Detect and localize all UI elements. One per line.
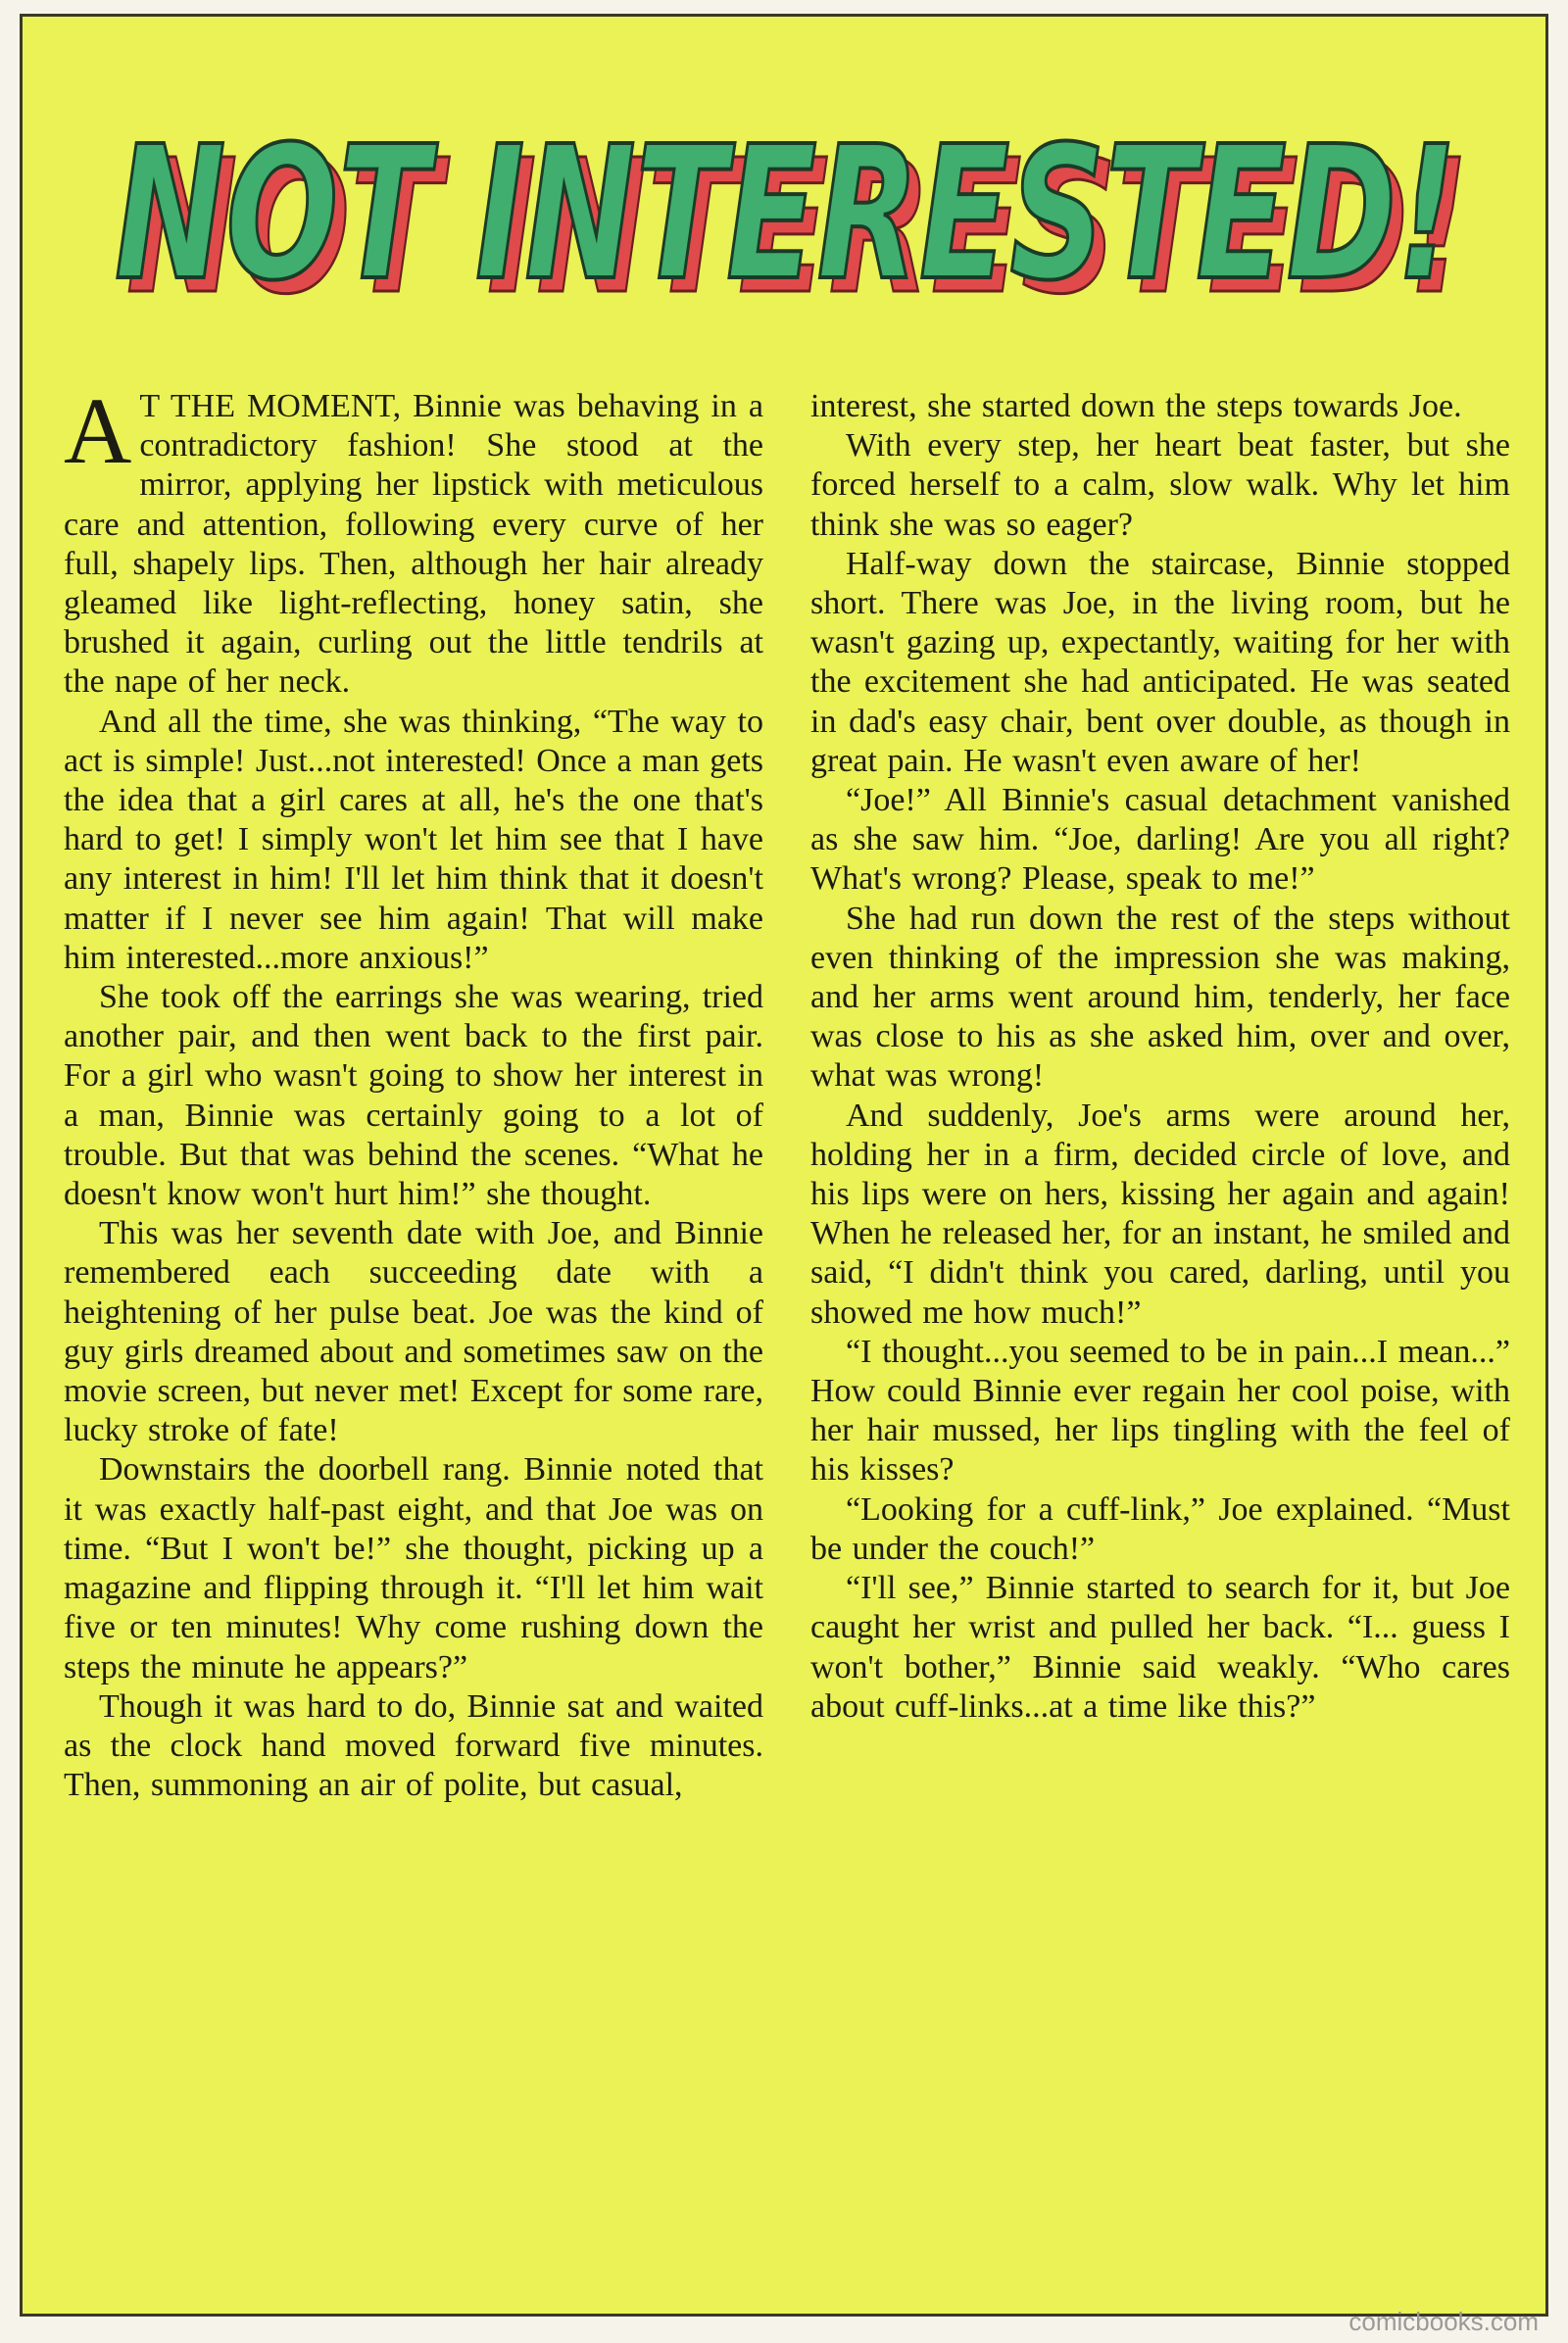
title-shadow: NOT INTERESTED!: [126, 121, 1469, 330]
left-column: [64, 378, 763, 2293]
story-body: [64, 378, 1510, 2293]
watermark: comicbooks.com: [1348, 2307, 1539, 2336]
drop-cap: A: [64, 378, 132, 483]
paragraph: interest, she started down the steps towards Joe.: [810, 388, 1462, 424]
title-lettering: [111, 95, 1483, 330]
paragraph: [64, 378, 763, 703]
paragraph: And all the time, she was thinking, “The way to act is simple! Just...not interested! Once a man gets the idea that a girl cares at all, he's the one that's hard to get! I simply won't let him see that I have any interest in him! I'll let him think that it doesn't matter if I never see him again! That will make him interested...more anxious!”: [64, 703, 763, 976]
paragraph: She had run down the rest of the steps without even thinking of the impression she was making, and her arms went around him, tenderly, her face was close to his as she asked him, over and over, what was wrong!: [810, 900, 1510, 1095]
paragraph: And suddenly, Joe's arms were around her, holding her in a firm, decided circle of love, and his lips were on hers, kissing her again and again! When he released her, for an instant, he smiled and said, “I didn't think you cared, darling, until you showed me how much!”: [810, 1097, 1510, 1331]
paragraph: “Looking for a cuff-link,” Joe explained. “Must be under the couch!”: [810, 1490, 1510, 1567]
paragraph: This was her seventh date with Joe, and Binnie remembered each succeeding date with a heightening of her pulse beat. Joe was the kind of guy girls dreamed about and sometimes saw on the movie screen, but never met! Except for some rare, lucky stroke of fate!: [64, 1215, 763, 1449]
paragraph: She took off the earrings she was wearing, tried another pair, and then went back to the first pair. For a girl who wasn't going to show her interest in a man, Binnie was certainly going to a lot of trouble. But that was behind the scenes. “What he doesn't know won't hurt him!” she thought.: [64, 979, 763, 1213]
title-main: NOT INTERESTED!: [115, 107, 1457, 321]
paragraph: Though it was hard to do, Binnie sat and waited as the clock hand moved forward five minutes. Then, summoning an air of polite, but casual,: [64, 1687, 763, 1804]
paragraph: Downstairs the doorbell rang. Binnie noted that it was exactly half-past eight, and that Joe was on time. “But I won't be!” she thought, picking up a magazine and flipping through it. “I'll let him wait five or ten minutes! Why come rushing down the steps the minute he appears?”: [64, 1451, 763, 1685]
story-title: [111, 95, 1483, 330]
paragraph: Half-way down the staircase, Binnie stopped short. There was Joe, in the living room, but he wasn't gazing up, expectantly, waiting for her with the excitement she had anticipated. He was seated in dad's easy chair, bent over double, as though in great pain. He wasn't even aware of her!: [810, 545, 1510, 779]
paragraph-text: T THE MOMENT, Binnie was behaving in a contradictory fashion! She stood at the mirror, applying her lipstick with meticulous care and attention, following every curve of her full, shapely lips. Then, although her hair already gleamed like light-reflecting, honey satin, she brushed it again, curling out the little tendrils at the nape of her neck.: [64, 388, 763, 701]
paragraph: With every step, her heart beat faster, but she forced herself to a calm, slow walk. Why let him think she was so eager?: [810, 427, 1510, 543]
paragraph: “I'll see,” Binnie started to search for it, but Joe caught her wrist and pulled her back. “I... guess I won't bother,” Binnie said weakly. “Who cares about cuff-links...at a time like this?”: [810, 1570, 1510, 1725]
story-page: [20, 14, 1548, 2317]
paragraph: “Joe!” All Binnie's casual detachment vanished as she saw him. “Joe, darling! Are you all right? What's wrong? Please, speak to me!”: [810, 782, 1510, 898]
paragraph: “I thought...you seemed to be in pain...I mean...” How could Binnie ever regain her cool poise, with her hair mussed, her lips tingling with the feel of his kisses?: [810, 1333, 1510, 1489]
right-column: [810, 387, 1510, 2293]
